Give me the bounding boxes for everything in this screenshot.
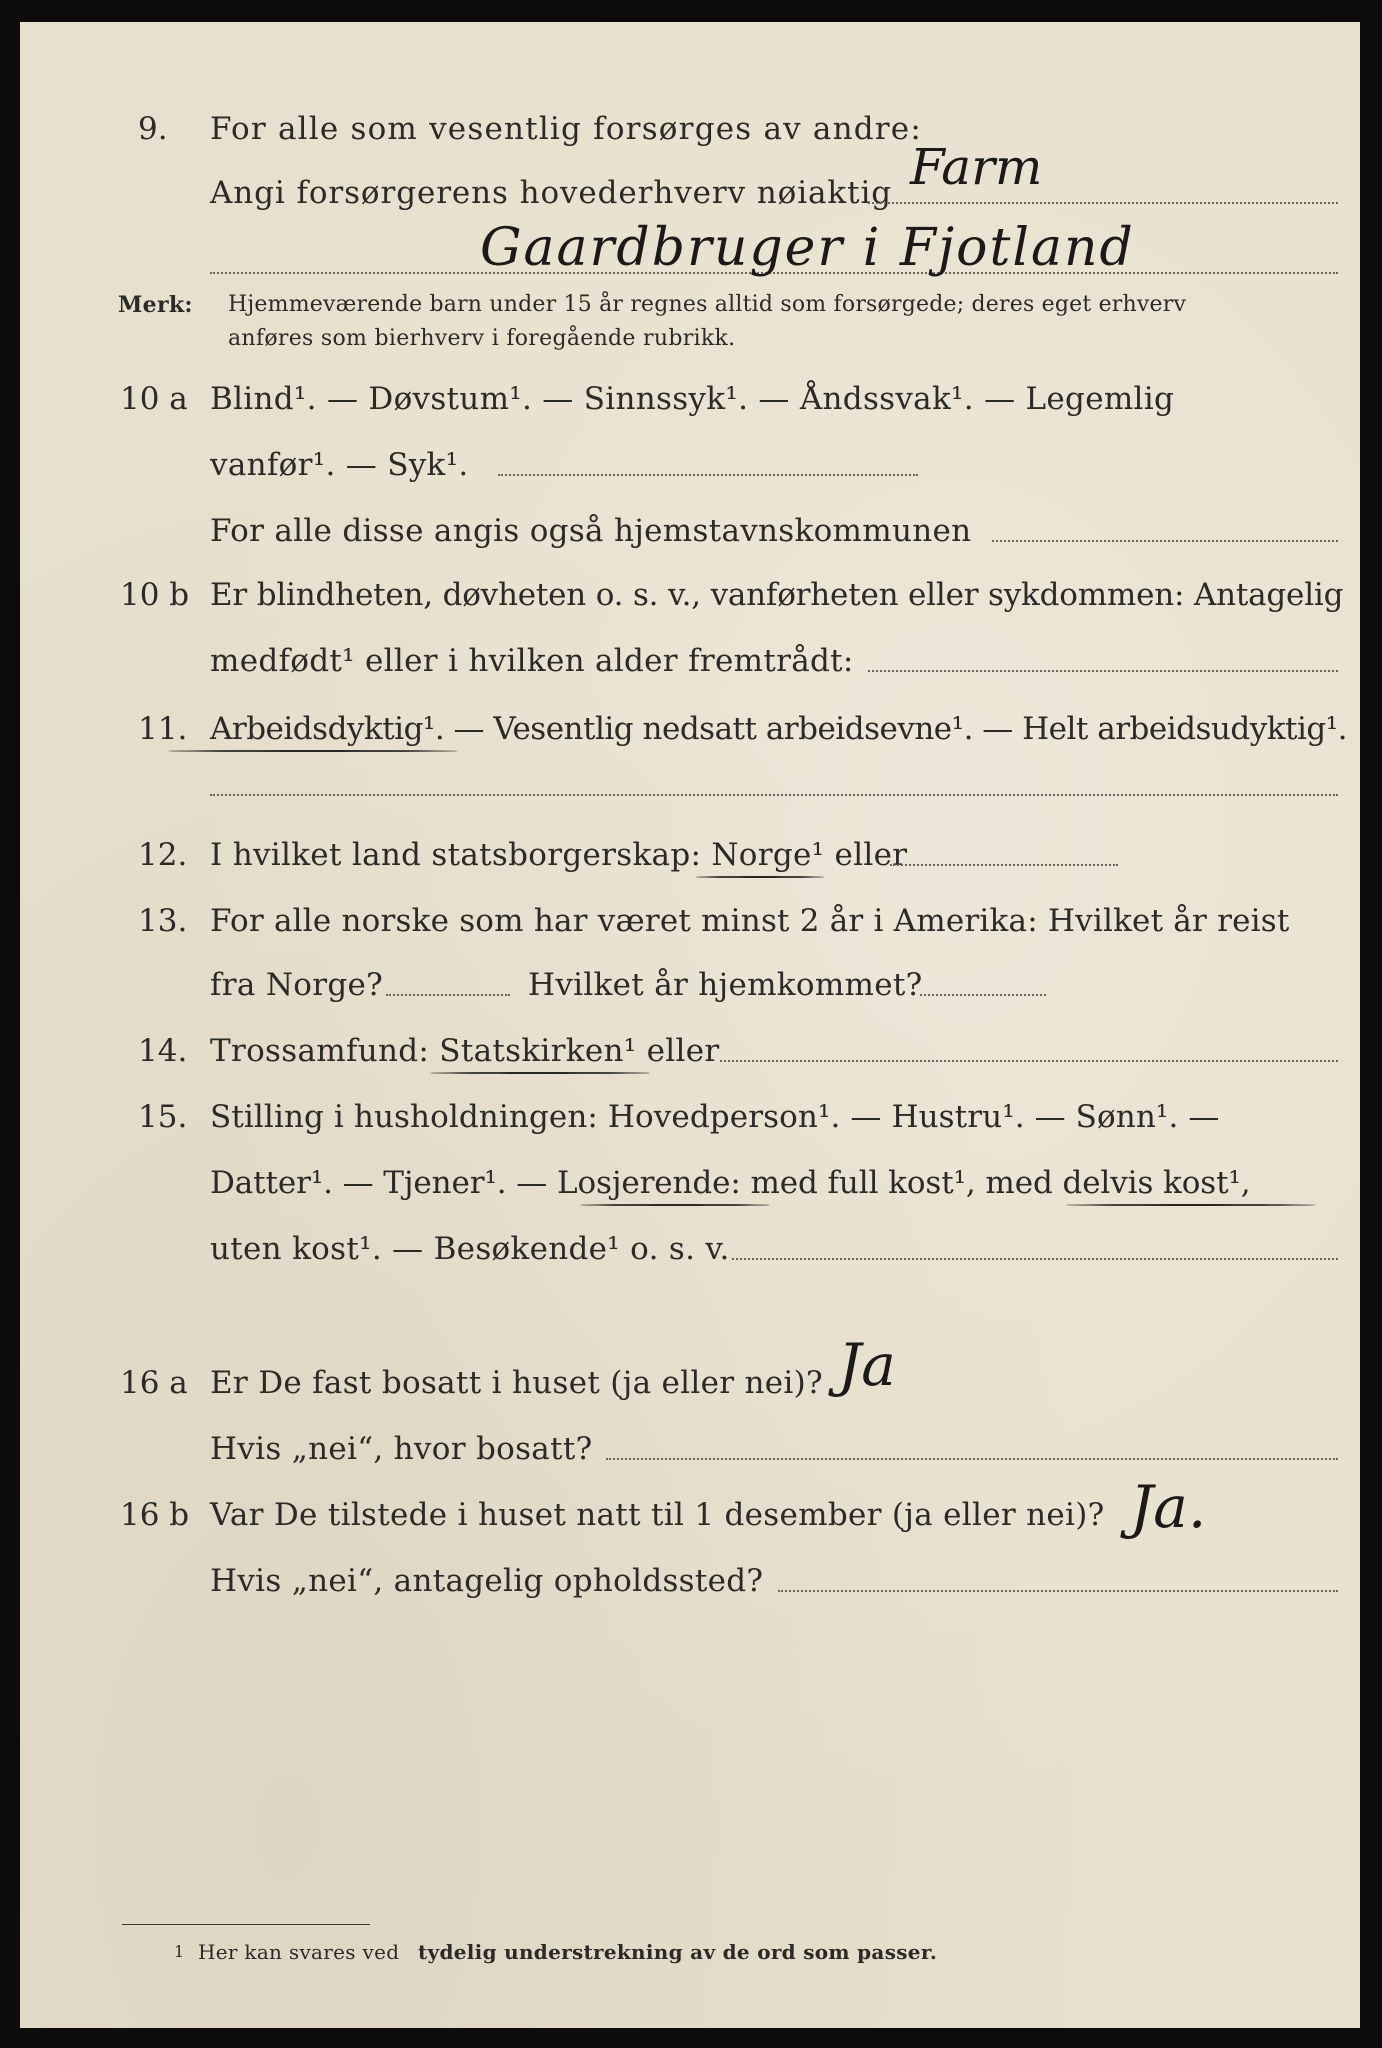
q10a-answer-line (498, 474, 918, 476)
q13-year-returned-line (920, 994, 1046, 996)
q16a-handwritten-answer: Ja (838, 1331, 896, 1399)
q9-number: 9. (138, 111, 168, 147)
q15-underline-losjerende (580, 1204, 770, 1206)
q16b-handwritten-answer: Ja. (1130, 1473, 1207, 1541)
q12-answer-line (890, 864, 1118, 866)
q10a-line2: vanfør¹. — Syk¹. (210, 447, 469, 483)
q16a-line2: Hvis „nei“, hvor bosatt? (210, 1431, 593, 1467)
q10a-hometown-line (992, 540, 1338, 542)
q15-underline-delvis-kost (1066, 1204, 1316, 1206)
q16b-number: 16 b (120, 1497, 190, 1533)
q10a-line1: Blind¹. — Døvstum¹. — Sinnssyk¹. — Åndssvak¹. — Legemlig (210, 381, 1175, 417)
q12-underline-norge (696, 876, 824, 878)
footnote-text-a: Her kan svares ved (198, 1940, 400, 1964)
q11-number: 11. (138, 711, 188, 747)
q15-line3: uten kost¹. — Besøkende¹ o. s. v. (210, 1231, 730, 1267)
q14-number: 14. (138, 1033, 188, 1069)
q11-line1: Arbeidsdyktig¹. — Vesentlig nedsatt arbeidsevne¹. — Helt arbeidsudyktig¹. (210, 711, 1348, 747)
q12-number: 12. (138, 837, 188, 873)
merk-line2: anføres som bierhverv i foregående rubrikk. (228, 326, 736, 351)
q9-line1: For alle som vesentlig forsørges av andre: (210, 111, 922, 147)
q9-answer-line1 (868, 202, 1338, 204)
q14-answer-line (720, 1060, 1338, 1062)
q13-line2a: fra Norge? (210, 967, 384, 1003)
q10a-number: 10 a (120, 381, 188, 417)
q13-number: 13. (138, 903, 188, 939)
q11-underline-arbeidsdyktig (168, 750, 458, 752)
q9-line2: Angi forsørgerens hovederhverv nøiaktig (210, 175, 893, 211)
q12-line1: I hvilket land statsborgerskap: Norge¹ eller (210, 837, 908, 873)
footnote-text-b: tydelig understrekning av de ord som passer. (418, 1940, 938, 1964)
q10b-line2: medfødt¹ eller i hvilken alder fremtrådt: (210, 643, 854, 679)
q9-handwritten-answer2: Gaardbruger i Fjotland (480, 218, 1135, 278)
q13-year-left-line (386, 994, 510, 996)
q11-answer-line (210, 794, 1338, 796)
q9-handwritten-answer1: Farm (910, 138, 1043, 196)
footnote-mark: 1 (174, 1942, 185, 1961)
q16b-line2: Hvis „nei“, antagelig opholdssted? (210, 1563, 764, 1599)
q13-line1: For alle norske som har været minst 2 år i Amerika: Hvilket år reist (210, 903, 1290, 939)
q16b-line1: Var De tilstede i huset natt til 1 desember (ja eller nei)? (210, 1497, 1105, 1533)
q16a-line1: Er De fast bosatt i huset (ja eller nei)? (210, 1365, 823, 1401)
q15-line1: Stilling i husholdningen: Hovedperson¹. — Hustru¹. — Sønn¹. — (210, 1099, 1220, 1135)
q13-line2b: Hvilket år hjemkommet? (528, 967, 923, 1003)
q10b-answer-line (868, 670, 1338, 672)
q14-line1: Trossamfund: Statskirken¹ eller (210, 1033, 720, 1069)
q10b-line1: Er blindheten, døvheten o. s. v., vanførheten eller sykdommen: Antagelig (210, 577, 1344, 613)
footnote-rule (122, 1924, 370, 1925)
census-form-page (20, 22, 1360, 2028)
q16a-number: 16 a (120, 1365, 188, 1401)
q15-line2: Datter¹. — Tjener¹. — Losjerende: med full kost¹, med delvis kost¹, (210, 1165, 1251, 1201)
q16b-answer-line (778, 1590, 1338, 1592)
merk-line1: Hjemmeværende barn under 15 år regnes alltid som forsørgede; deres eget erhverv (228, 292, 1187, 317)
q14-underline-statskirken (430, 1072, 650, 1074)
merk-label: Merk: (118, 292, 193, 318)
q16a-answer-line (606, 1458, 1338, 1460)
q15-number: 15. (138, 1099, 188, 1135)
q15-answer-line (732, 1258, 1338, 1260)
q10b-number: 10 b (120, 577, 190, 613)
q10a-line3: For alle disse angis også hjemstavnskommunen (210, 513, 972, 549)
